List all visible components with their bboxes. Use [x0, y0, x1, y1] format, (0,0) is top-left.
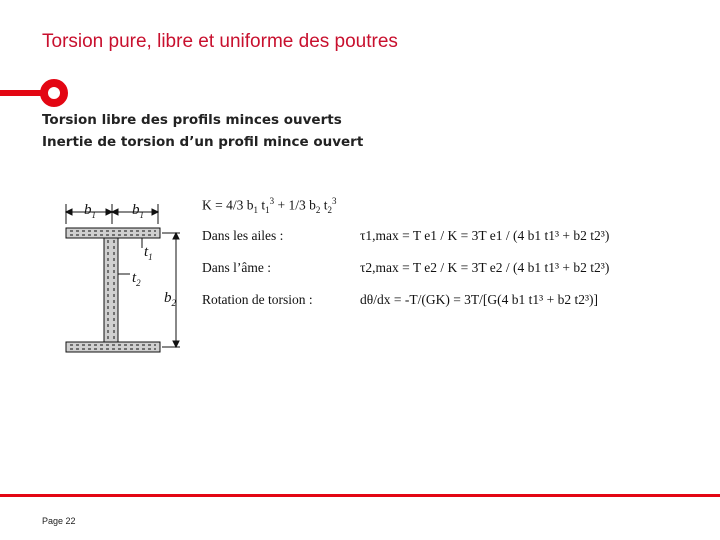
- page-number: Page 22: [42, 516, 76, 526]
- formula-k: K = 4/3 $b_1$ $t_1^3 + 1/3$ $b_2$ $t_2^3$: [202, 196, 337, 216]
- subtitle-line2: Inertie de torsion d’un profil mince ouvert: [42, 134, 364, 150]
- footer-line: [0, 494, 720, 497]
- bottom-flange: [66, 342, 160, 352]
- ibeam-diagram: [58, 194, 188, 364]
- dimension-b1: [66, 204, 158, 224]
- accent-circle: [40, 79, 68, 107]
- web: [104, 238, 118, 342]
- top-flange: [66, 228, 160, 238]
- accent-bar: [0, 90, 42, 96]
- row-expr-ailes: τ1,max = T e1 / K = 3T e1 / (4 b1 t1³ + b2 t2³): [360, 228, 610, 243]
- label-t2: $t_2$: [132, 270, 141, 288]
- label-b1-right: $b_1$: [132, 202, 144, 220]
- slide-title: Torsion pure, libre et uniforme des poutres: [42, 31, 398, 52]
- row-expr-ame: τ2,max = T e2 / K = 3T e2 / (4 b1 t1³ + b2 t2³): [360, 260, 610, 275]
- row-label-rotation: Rotation de torsion :: [202, 292, 313, 307]
- row-expr-rotation: dθ/dx = -T/(GK) = 3T/[G(4 b1 t1³ + b2 t2³)]: [360, 292, 598, 307]
- label-b1-left: $b_1$: [84, 202, 96, 220]
- subtitle-line1: Torsion libre des profils minces ouverts: [42, 112, 342, 128]
- formula-block: [200, 192, 630, 312]
- row-label-ame: Dans l’âme :: [202, 260, 271, 275]
- label-t1: $t_1$: [144, 244, 153, 262]
- row-label-ailes: Dans les ailes :: [202, 228, 284, 243]
- label-b2: $b_2$: [164, 290, 176, 308]
